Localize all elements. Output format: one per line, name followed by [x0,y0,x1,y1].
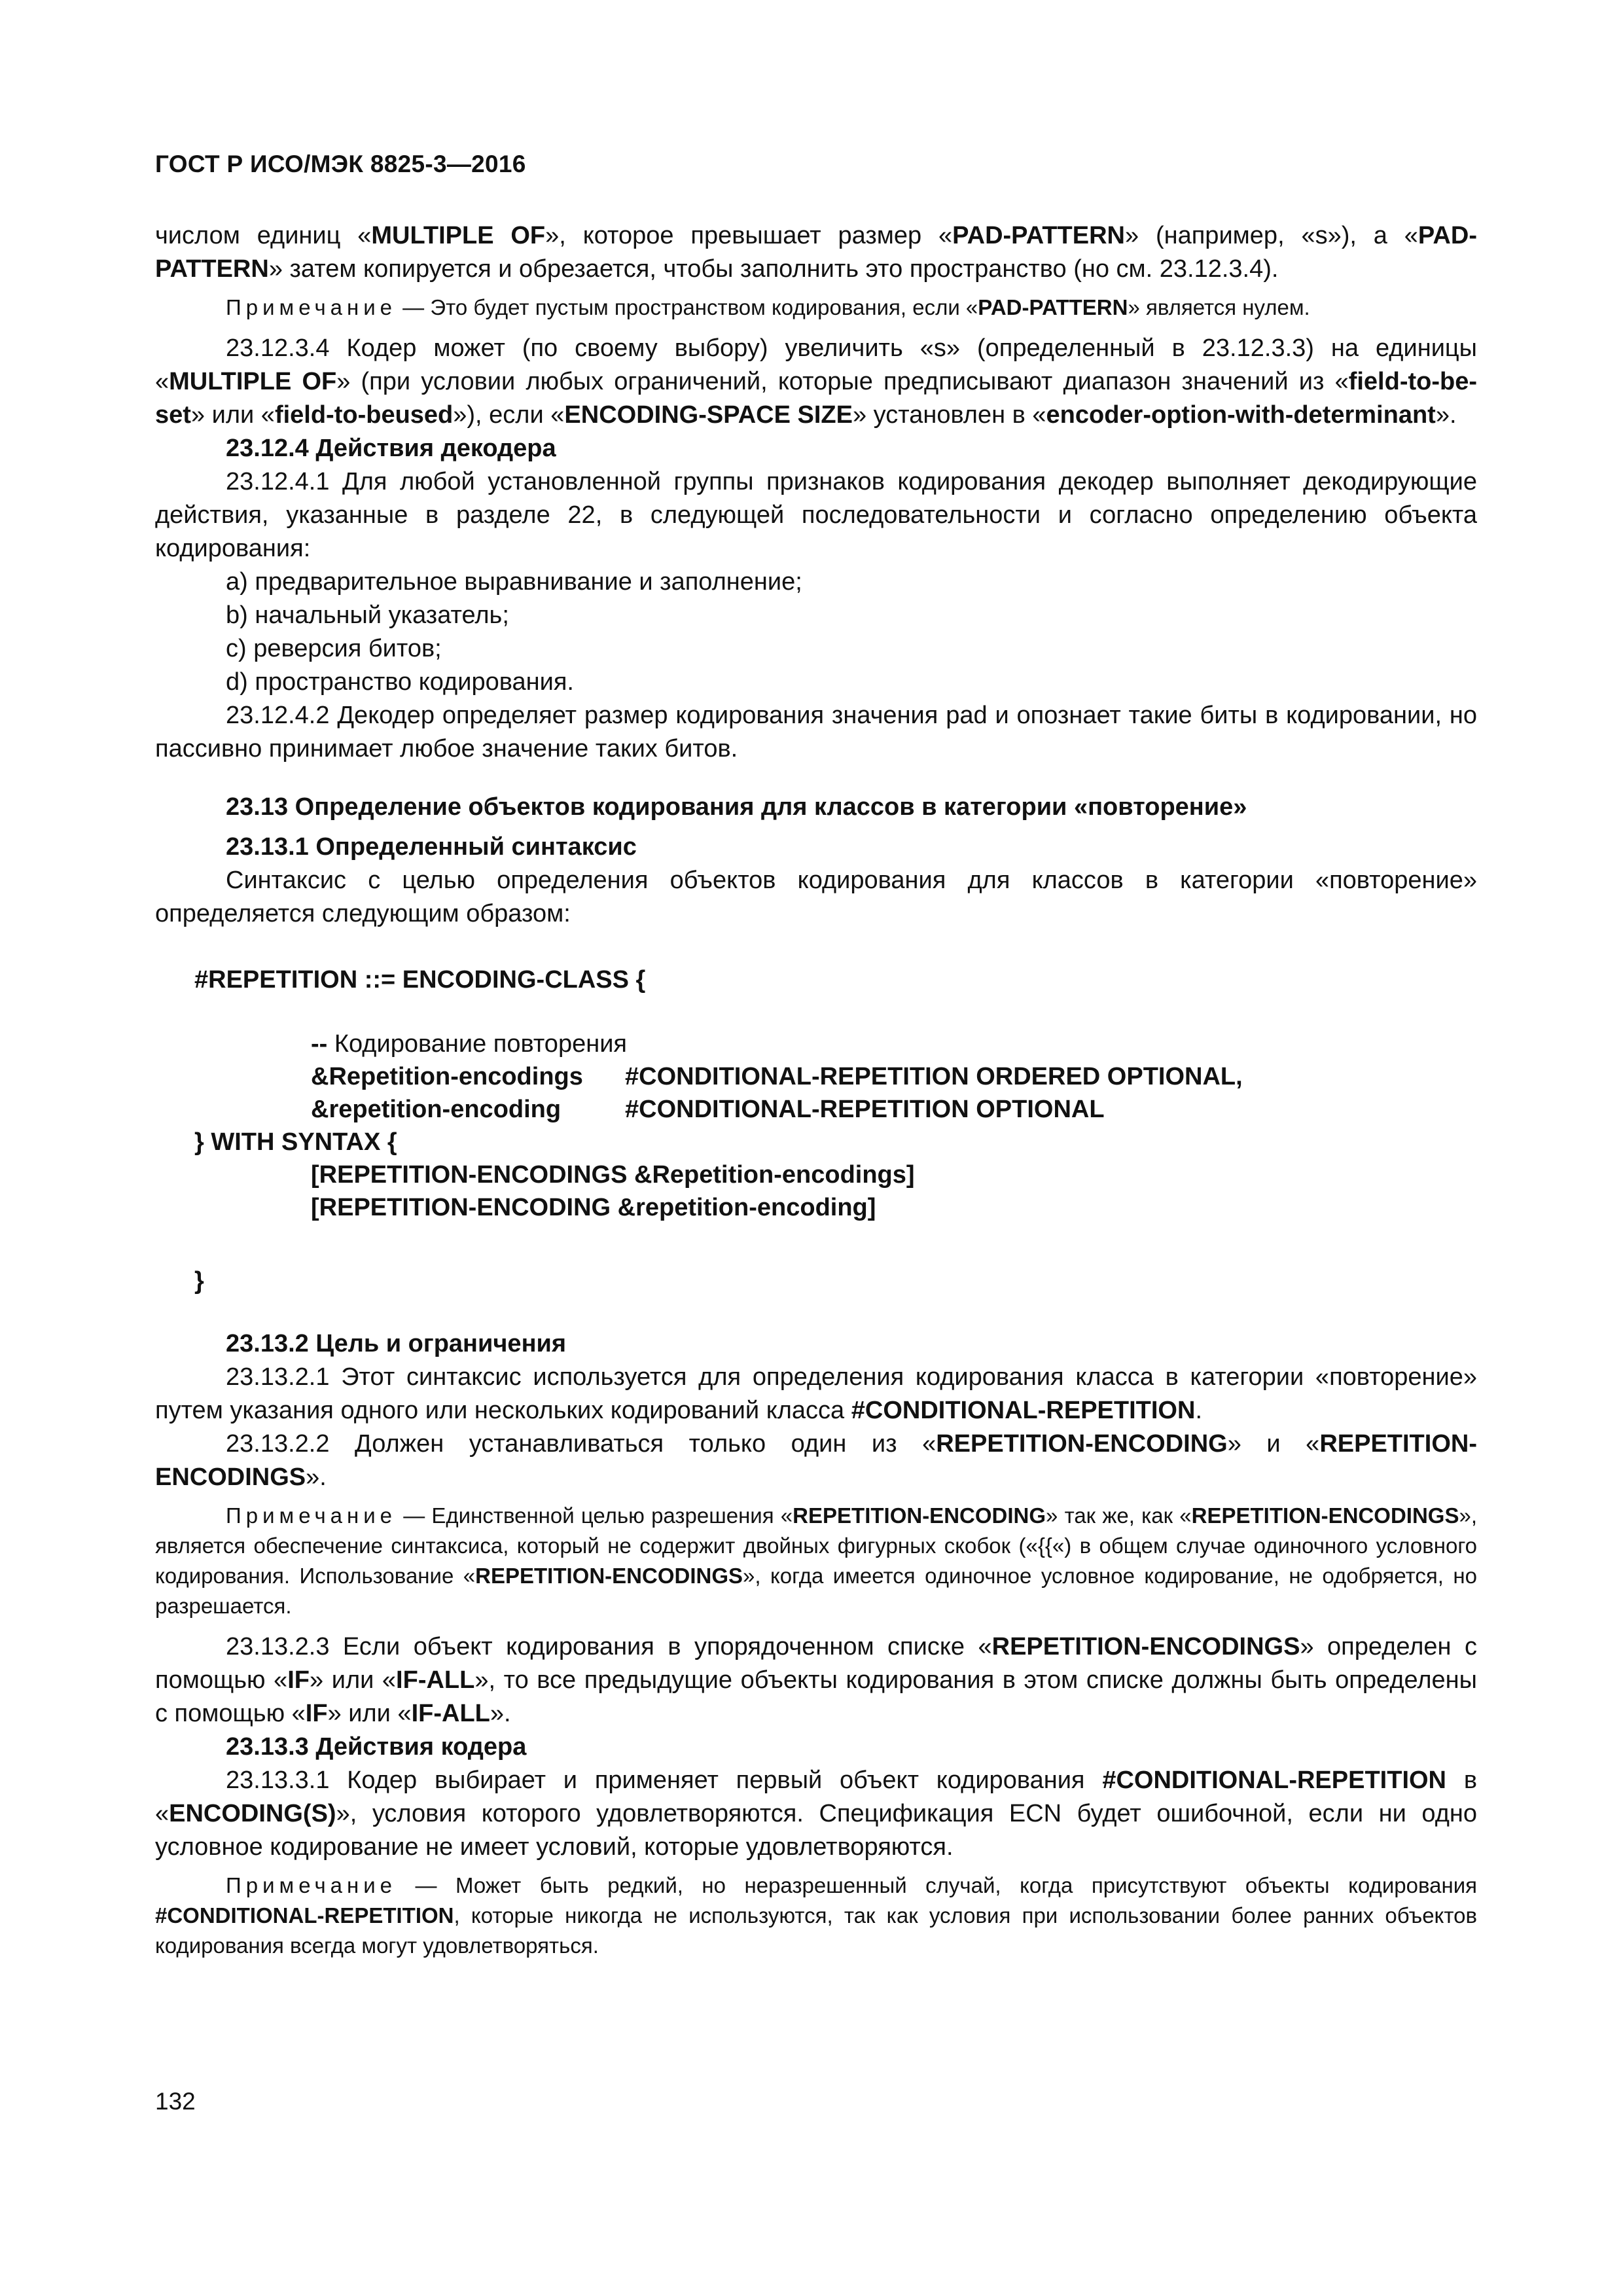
section-heading: 23.13.3 Действия кодера [226,1733,527,1761]
paragraph: 23.12.4.1 Для любой установленной группы признаков кодирования декодер выполняет декодирующие действия, указанные в разделе 22, в следующей последовательности и согласно определению объекта кодирования: [155,468,1477,562]
code-line: } [194,1267,204,1295]
paragraph: 23.13.2.2 Должен устанавливаться только один из «REPETITION-ENCODING» и «REPETITION-ENCODINGS». [155,1430,1477,1491]
section-heading: 23.13.1 Определенный синтаксис [226,833,637,861]
note: Примечание — Единственной целью разрешения «REPETITION-ENCODING» так же, как «REPETITION-ENCODINGS», является обеспечение синтаксиса, который не содержит двойных фигурных скобок («{{«) в общем случае одиночного условного кодирования. Использование «REPETITION-ENCODINGS», когда имеется одиночное условное кодирование, не одобряется, но разрешается. [155,1503,1478,1618]
note-label: Примечание [226,1873,397,1897]
document-body [155,219,1477,1970]
page-number: 132 [155,2088,196,2115]
section-heading: 23.13.2 Цель и ограничения [226,1330,567,1357]
paragraph: 23.12.3.4 Кодер может (по своему выбору) увеличить «s» (определенный в 23.12.3.3) на единицы «MULTIPLE OF» (при условии любых ограничений, которые предписывают диапазон значений из «field-to-be-set» или «field-to-beused»), если «ENCODING-SPACE SIZE» установлен в «encoder-option-with-determinant». [155,334,1477,429]
code-line: &Repetition-encodings #CONDITIONAL-REPETITION ORDERED OPTIONAL, [311,1063,1243,1090]
document-header: ГОСТ Р ИСО/МЭК 8825-3—2016 [155,151,526,177]
list-item: d) пространство кодирования. [226,668,574,696]
note: Примечание — Это будет пустым пространством кодирования, если «PAD-PATTERN» является нулем. [226,295,1310,319]
code-line: [REPETITION-ENCODING &repetition-encoding] [311,1194,876,1221]
paragraph: 23.13.2.1 Этот синтаксис используется для определения кодирования класса в категории «повторение» путем указания одного или нескольких кодирований класса #CONDITIONAL-REPETITION. [155,1363,1477,1424]
note-label: Примечание [226,1503,397,1528]
paragraph: числом единиц «MULTIPLE OF», которое превышает размер «PAD-PATTERN» (например, «s»), а «PAD-PATTERN» затем копируется и обрезается, чтобы заполнить это пространство (но см. 23.12.3.4). [155,222,1477,283]
paragraph: Синтаксис с целью определения объектов кодирования для классов в категории «повторение» определяется следующим образом: [155,867,1477,927]
list-item: b) начальный указатель; [226,601,509,629]
list-item: a) предварительное выравнивание и заполнение; [226,568,802,596]
syntax-code-block [155,963,1477,1297]
code-line: [REPETITION-ENCODINGS &Repetition-encodings] [311,1161,915,1189]
paragraph: 23.12.4.2 Декодер определяет размер кодирования значения pad и опознает такие биты в кодировании, но пассивно принимает любое значение таких битов. [155,702,1477,762]
code-line: } WITH SYNTAX { [194,1128,397,1156]
code-line: &repetition-encoding #CONDITIONAL-REPETITION OPTIONAL [311,1096,1105,1123]
section-heading: 23.13 Определение объектов кодирования для классов в категории «повторение» [226,793,1247,821]
note-label: Примечание [226,295,397,319]
paragraph: 23.13.3.1 Кодер выбирает и применяет первый объект кодирования #CONDITIONAL-REPETITION в «ENCODING(S)», условия которого удовлетворяются. Спецификация ECN будет ошибочной, если ни одно условное кодирование не имеет условий, которые удовлетворяются. [155,1767,1478,1861]
list-item: c) реверсия битов; [226,635,442,662]
code-line: #REPETITION ::= ENCODING-CLASS { [194,966,646,994]
section-heading: 23.12.4 Действия декодера [226,435,556,462]
paragraph: 23.13.2.3 Если объект кодирования в упорядоченном списке «REPETITION-ENCODINGS» определен с помощью «IF» или «IF-ALL», то все предыдущие объекты кодирования в этом списке должны быть определены с помощью «IF» или «IF-ALL». [155,1633,1477,1727]
code-comment: -- Кодирование повторения [311,1030,628,1058]
note: Примечание — Может быть редкий, но неразрешенный случай, когда присутствуют объекты кодирования #CONDITIONAL-REPETITION, которые никогда не используются, так как условия при использовании более ранних объектов кодирования всегда могут удовлетворяться. [155,1873,1477,1958]
